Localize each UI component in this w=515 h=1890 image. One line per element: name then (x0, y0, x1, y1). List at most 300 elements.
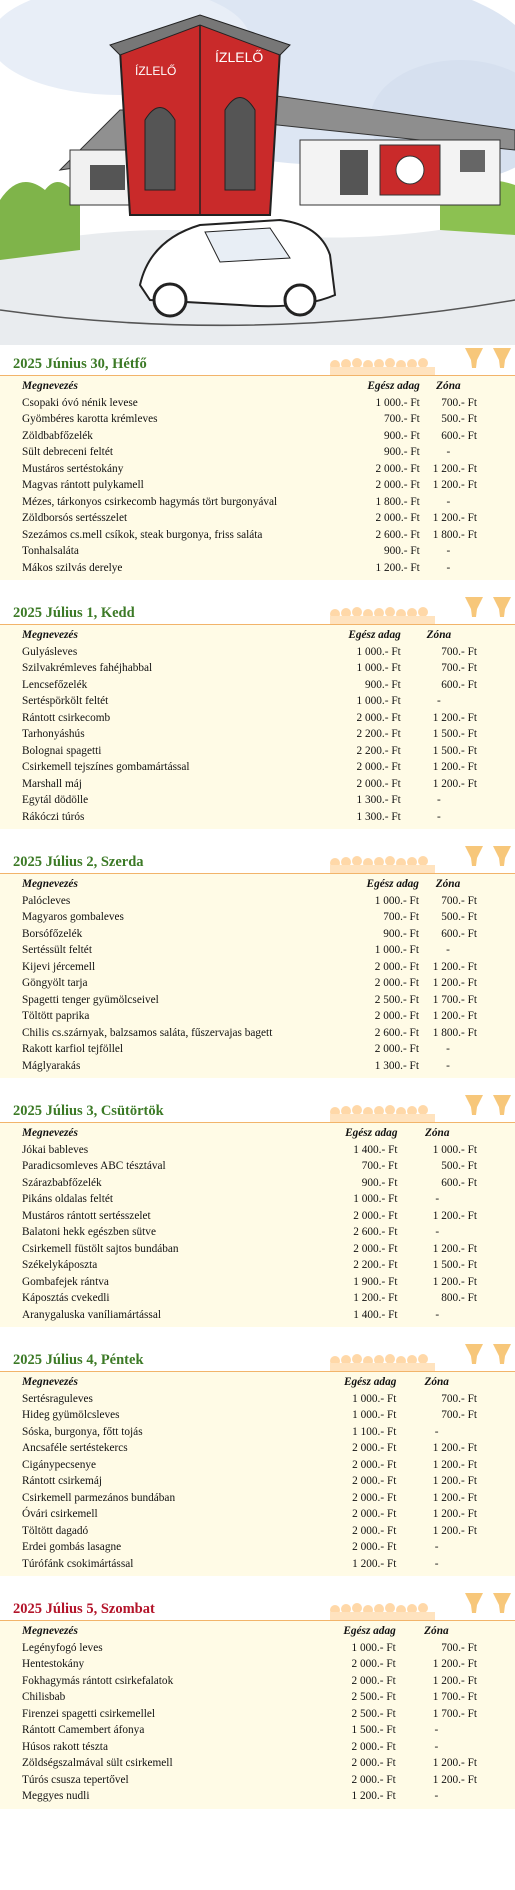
dish-price: 1 000.- Ft (356, 645, 401, 658)
dish-price: 2 500.- Ft (351, 1707, 396, 1720)
menu-row (22, 743, 477, 760)
dish-price: 900.- Ft (364, 678, 401, 691)
dish-name: Hideg gyümölcsleves (22, 1409, 120, 1421)
dish-zone-price: - (435, 1308, 440, 1321)
dish-price: 2 000.- Ft (375, 479, 420, 491)
menu-row (22, 1440, 477, 1457)
menu-body (0, 1621, 515, 1809)
menu-table (22, 627, 477, 825)
dish-zone-price: 1 200.- Ft (432, 1674, 477, 1687)
menu-row (22, 477, 477, 494)
dish-price: 1 000.- Ft (353, 1193, 398, 1205)
dish-zone-price: 700.- Ft (441, 1641, 477, 1654)
dish-price: 2 600.- Ft (353, 1226, 398, 1238)
menu-body (0, 376, 515, 580)
dish-price: 900.- Ft (383, 927, 419, 940)
dish-price: 1 100.- Ft (352, 1425, 397, 1438)
menu-header-row (22, 378, 477, 395)
dish-name: Borsófőzelék (22, 927, 83, 940)
dish-name: Magyaros gombaleves (22, 911, 124, 923)
menu-row (22, 494, 477, 511)
menu-row (22, 660, 477, 677)
dish-price: 2 000.- Ft (351, 1674, 396, 1687)
dish-zone-price: 1 200.- Ft (432, 1442, 477, 1454)
menu-row (22, 1490, 477, 1507)
dish-name: Rakott karfiol tejföllel (22, 1043, 124, 1055)
menu-body (0, 1123, 515, 1327)
dish-name: Szilvakrémleves fahéjhabbal (22, 662, 153, 674)
dish-zone-price: - (434, 1740, 439, 1753)
dish-zone-price: 700.- Ft (441, 894, 477, 907)
dish-zone-price: - (437, 810, 441, 823)
menu-row (22, 1257, 477, 1274)
menu-row (22, 759, 477, 776)
day-title: 2025 Július 5, Szombat (13, 1601, 155, 1617)
day-menu (0, 1092, 515, 1341)
dish-zone-price: 1 200.- Ft (432, 960, 477, 973)
dish-name: Túrós csusza tepertővel (22, 1773, 129, 1786)
dish-price: 2 000.- Ft (356, 711, 401, 724)
dish-zone-price: 700.- Ft (441, 1392, 477, 1405)
dish-name: Chilisbab (22, 1691, 66, 1703)
dish-price: 1 300.- Ft (356, 794, 401, 806)
dish-name: Cigánypecsenye (22, 1458, 97, 1471)
dish-zone-price: - (434, 1790, 439, 1802)
dish-name: Balatoni hekk egészben sütve (22, 1226, 156, 1238)
dish-price: 2 000.- Ft (356, 761, 401, 773)
dish-zone-price: 500.- Ft (441, 413, 477, 425)
dish-name: Paradicsomleves ABC tésztával (22, 1160, 166, 1172)
dish-price: 2 000.- Ft (351, 1740, 396, 1753)
dish-price: 2 500.- Ft (351, 1691, 396, 1703)
menu-row (22, 461, 477, 478)
dish-name: Marshall máj (22, 777, 82, 790)
menu-row (22, 1755, 477, 1772)
dish-name: Mákos szilvás derelye (22, 561, 123, 574)
dish-price: 2 000.- Ft (352, 1541, 397, 1553)
dish-name: Spagetti tenger gyümölcseivel (22, 993, 159, 1006)
menu-row (22, 710, 477, 727)
sign-left: ÍZLELŐ (135, 64, 177, 78)
dish-zone-price: 1 200.- Ft (432, 1275, 477, 1288)
menu-row (22, 1025, 477, 1042)
dish-price: 1 400.- Ft (353, 1143, 398, 1156)
menu-row (22, 1208, 477, 1225)
menu-row (22, 1307, 477, 1324)
menu-table (22, 1623, 477, 1805)
dish-zone-price: - (446, 1043, 450, 1055)
dish-name: Töltött paprika (22, 1010, 90, 1022)
menu-row (22, 1142, 477, 1159)
dish-name: Zöldborsós sertésszelet (22, 512, 128, 524)
dish-price: 700.- Ft (383, 911, 419, 923)
dish-name: Hentestokány (22, 1658, 85, 1670)
dish-price: 1 000.- Ft (356, 662, 401, 674)
decorative-cups-icon (315, 843, 515, 873)
dish-name: Mustáros rántott sertésszelet (22, 1209, 151, 1222)
menu-row (22, 942, 477, 959)
day-header (0, 345, 515, 376)
dish-price: 2 000.- Ft (351, 1658, 396, 1670)
menu-header-row (22, 627, 477, 644)
menu-header-row (22, 1125, 477, 1142)
day-header (0, 1341, 515, 1372)
dish-name: Zöldségszalmával sült csirkemell (22, 1757, 173, 1769)
menu-row (22, 1041, 477, 1058)
dish-name: Egytál dödölle (22, 794, 89, 806)
dish-price: 2 600.- Ft (374, 1026, 419, 1039)
dish-price: 1 200.- Ft (352, 1557, 397, 1570)
menu-header-row (22, 1374, 477, 1391)
dish-name: Csirkemell füstölt sajtos bundában (22, 1242, 179, 1255)
dish-price: 2 000.- Ft (375, 512, 420, 524)
menu-row (22, 1772, 477, 1789)
menu-row (22, 1191, 477, 1208)
day-title: 2025 Július 1, Kedd (13, 605, 135, 621)
dish-price: 2 000.- Ft (352, 1458, 397, 1471)
dish-zone-price: 500.- Ft (441, 911, 477, 923)
dish-zone-price: - (446, 561, 451, 574)
dish-zone-price: - (446, 545, 451, 557)
dish-price: 2 200.- Ft (356, 728, 401, 740)
dish-name: Zöldbabfőzelék (22, 429, 93, 442)
dish-price: 1 300.- Ft (356, 810, 401, 823)
dish-name: Tarhonyáshús (22, 728, 85, 740)
column-header-price: Egész adag (348, 629, 401, 641)
dish-price: 2 000.- Ft (352, 1491, 397, 1504)
dish-zone-price: 1 200.- Ft (432, 1491, 477, 1504)
menu-row (22, 1058, 477, 1075)
menu-row (22, 926, 477, 943)
dish-price: 2 500.- Ft (374, 993, 419, 1006)
day-title: 2025 Július 2, Szerda (13, 854, 144, 870)
menu-row (22, 992, 477, 1009)
dish-zone-price: 1 200.- Ft (432, 479, 477, 491)
dish-price: 1 000.- Ft (356, 695, 401, 707)
dish-name: Sóska, burgonya, főtt tojás (22, 1425, 143, 1438)
dish-price: 1 000.- Ft (375, 396, 420, 409)
menu-row (22, 444, 477, 461)
dish-name: Ancsaféle sertéstekercs (22, 1442, 128, 1454)
dish-price: 1 300.- Ft (374, 1059, 419, 1072)
dish-name: Káposztás cvekedli (22, 1292, 110, 1304)
dish-zone-price: - (434, 1557, 439, 1570)
dish-zone-price: 1 200.- Ft (432, 1524, 477, 1537)
column-header-name: Megnevezés (22, 878, 78, 890)
menu-row (22, 693, 477, 710)
dish-name: Tonhalsaláta (22, 545, 79, 557)
dish-name: Sertésraguleves (22, 1392, 93, 1405)
dish-price: 2 200.- Ft (356, 744, 401, 757)
dish-name: Magvas rántott pulykamell (22, 479, 144, 491)
column-header-name: Megnevezés (22, 1376, 78, 1388)
dish-price: 2 000.- Ft (352, 1475, 397, 1487)
menu-row (22, 1407, 477, 1424)
column-header-name: Megnevezés (22, 1625, 78, 1637)
menu-row (22, 1008, 477, 1025)
dish-name: Palócleves (22, 894, 71, 907)
dish-name: Erdei gombás lasagne (22, 1541, 122, 1553)
day-title: 2025 Június 30, Hétfő (13, 356, 147, 372)
dish-zone-price: 1 200.- Ft (432, 977, 477, 989)
dish-zone-price: - (437, 695, 441, 707)
dish-name: Csopaki óvó nénik levese (22, 396, 138, 409)
dish-zone-price: 1 200.- Ft (432, 1475, 477, 1487)
dish-zone-price: - (434, 1425, 439, 1438)
dish-zone-price: 1 700.- Ft (432, 993, 477, 1006)
dish-price: 2 600.- Ft (375, 528, 420, 541)
menu-row (22, 1457, 477, 1474)
dish-zone-price: - (446, 944, 450, 956)
day-header (0, 1590, 515, 1621)
dish-name: Gulyásleves (22, 645, 78, 658)
menu-header-row (22, 876, 477, 893)
day-title: 2025 Július 3, Csütörtök (13, 1103, 164, 1119)
day-header (0, 594, 515, 625)
dish-price: 2 000.- Ft (374, 960, 419, 973)
dish-zone-price: 1 200.- Ft (432, 1508, 477, 1520)
dish-zone-price: - (446, 1059, 450, 1072)
dish-name: Rákóczi túrós (22, 810, 85, 823)
dish-zone-price: 700.- Ft (441, 662, 477, 674)
dish-price: 2 000.- Ft (356, 777, 401, 790)
dish-price: 1 400.- Ft (353, 1308, 398, 1321)
column-header-price: Egész adag (367, 380, 420, 392)
menu-row (22, 1539, 477, 1556)
menu-row (22, 893, 477, 910)
column-header-name: Megnevezés (22, 1127, 78, 1139)
dish-price: 1 000.- Ft (351, 1641, 396, 1654)
column-header-name: Megnevezés (22, 380, 78, 392)
menu-row (22, 510, 477, 527)
menu-row (22, 1473, 477, 1490)
dish-zone-price: 1 200.- Ft (432, 1658, 477, 1670)
dish-name: Csirkemell tejszínes gombamártással (22, 761, 190, 773)
dish-zone-price: 1 500.- Ft (432, 1259, 477, 1271)
dish-zone-price: 1 200.- Ft (432, 1010, 477, 1022)
dish-price: 700.- Ft (383, 413, 420, 425)
column-header-zone: Zóna (425, 1127, 450, 1139)
dish-name: Gombafejek rántva (22, 1275, 109, 1288)
column-header-price: Egész adag (366, 878, 419, 890)
dish-zone-price: 600.- Ft (441, 927, 477, 940)
dish-zone-price: 1 200.- Ft (432, 761, 477, 773)
menu-row (22, 527, 477, 544)
dish-name: Máglyarakás (22, 1059, 81, 1072)
dish-name: Rántott Camembert áfonya (22, 1724, 145, 1736)
menu-table (22, 1374, 477, 1572)
menu-row (22, 560, 477, 577)
menu-row (22, 1739, 477, 1756)
dish-price: 2 000.- Ft (351, 1773, 396, 1786)
dish-name: Pikáns oldalas feltét (22, 1193, 113, 1205)
dish-zone-price: 1 500.- Ft (432, 728, 477, 740)
dish-name: Szárazbabfőzelék (22, 1176, 102, 1189)
day-header (0, 843, 515, 874)
column-header-price: Egész adag (343, 1625, 396, 1637)
menu-row (22, 1175, 477, 1192)
menu-row (22, 975, 477, 992)
dish-price: 2 000.- Ft (374, 1043, 419, 1055)
menu-row (22, 1689, 477, 1706)
dish-zone-price: 1 200.- Ft (432, 777, 477, 790)
menu-row (22, 543, 477, 560)
dish-name: Sült debreceni feltét (22, 446, 113, 458)
day-menu (0, 1590, 515, 1809)
menu-row (22, 1788, 477, 1805)
dish-name: Aranygaluska vaníliamártással (22, 1308, 161, 1321)
dish-price: 1 500.- Ft (351, 1724, 396, 1736)
dish-price: 1 200.- Ft (351, 1790, 396, 1802)
dish-name: Sertéspörkölt feltét (22, 695, 109, 707)
dish-name: Rántott csirkecomb (22, 711, 111, 724)
column-header-zone: Zóna (426, 629, 452, 641)
menu-row (22, 1158, 477, 1175)
day-header (0, 1092, 515, 1123)
dish-zone-price: 1 200.- Ft (432, 1458, 477, 1471)
column-header-price: Egész adag (345, 1127, 398, 1139)
dish-zone-price: 1 200.- Ft (432, 711, 477, 724)
menu-row (22, 1424, 477, 1441)
menu-row (22, 776, 477, 793)
column-header-name: Megnevezés (22, 629, 78, 641)
dish-price: 1 000.- Ft (374, 944, 419, 956)
menu-row (22, 1391, 477, 1408)
dish-name: Túrófánk csokimártással (22, 1557, 134, 1570)
dish-zone-price: - (434, 1724, 439, 1736)
menu-body (0, 625, 515, 829)
decorative-cups-icon (315, 345, 515, 375)
day-menu (0, 843, 515, 1092)
menu-table (22, 1125, 477, 1323)
menu-row (22, 1241, 477, 1258)
dish-zone-price: 1 800.- Ft (432, 1026, 477, 1039)
dish-price: 1 200.- Ft (353, 1292, 398, 1304)
dish-name: Mézes, tárkonyos csirkecomb hagymás tört burgonyával (22, 495, 278, 508)
sign-right: ÍZLELŐ (215, 49, 264, 65)
dish-price: 2 000.- Ft (353, 1242, 398, 1255)
dish-zone-price: - (446, 446, 451, 458)
column-header-zone: Zóna (424, 1625, 449, 1637)
dish-price: 1 900.- Ft (353, 1275, 398, 1288)
dish-zone-price: 700.- Ft (441, 1409, 477, 1421)
dish-price: 2 000.- Ft (352, 1508, 397, 1520)
dish-zone-price: 1 200.- Ft (432, 1242, 477, 1255)
menu-row (22, 1274, 477, 1291)
dish-name: Göngyölt tarja (22, 977, 88, 989)
dish-price: 2 000.- Ft (352, 1524, 397, 1537)
decorative-cups-icon (315, 1092, 515, 1122)
dish-price: 2 000.- Ft (351, 1757, 396, 1769)
menu-row (22, 411, 477, 428)
dish-price: 2 000.- Ft (353, 1209, 398, 1222)
dish-zone-price: 1 200.- Ft (432, 1209, 477, 1222)
dish-zone-price: 500.- Ft (441, 1160, 477, 1172)
menu-row (22, 1224, 477, 1241)
menu-row (22, 1722, 477, 1739)
dish-zone-price: 1 200.- Ft (432, 1757, 477, 1769)
dish-zone-price: 1 500.- Ft (432, 744, 477, 757)
dish-name: Legényfogó leves (22, 1641, 103, 1654)
dish-name: Szezámos cs.mell csíkok, steak burgonya, friss saláta (22, 528, 263, 541)
menu-row (22, 1706, 477, 1723)
menu-row (22, 909, 477, 926)
dish-zone-price: 1 000.- Ft (432, 1143, 477, 1156)
dish-name: Meggyes nudli (22, 1790, 90, 1802)
menu-row (22, 792, 477, 809)
dish-zone-price: 1 700.- Ft (432, 1707, 477, 1720)
dish-price: 2 000.- Ft (374, 1010, 419, 1022)
dish-price: 2 000.- Ft (352, 1442, 397, 1454)
dish-zone-price: - (437, 794, 441, 806)
dish-zone-price: - (446, 495, 451, 508)
dish-zone-price: 700.- Ft (441, 396, 477, 409)
column-header-zone: Zóna (424, 1376, 449, 1388)
decorative-cups-icon (315, 1590, 515, 1620)
menu-row (22, 1506, 477, 1523)
menu-row (22, 1290, 477, 1307)
dish-name: Lencsefőzelék (22, 678, 88, 691)
dish-price: 1 200.- Ft (375, 561, 420, 574)
restaurant-illustration (0, 0, 515, 345)
menu-body (0, 1372, 515, 1576)
menu-row (22, 644, 477, 661)
menu-row (22, 1523, 477, 1540)
column-header-zone: Zóna (436, 380, 461, 392)
menu-body (0, 874, 515, 1078)
menu-row (22, 726, 477, 743)
dish-zone-price: 700.- Ft (441, 645, 477, 658)
dish-name: Jókai bableves (22, 1143, 89, 1156)
dish-name: Chilis cs.szárnyak, balzsamos saláta, fűszervajas bagett (22, 1026, 273, 1039)
dish-zone-price: 600.- Ft (441, 429, 477, 442)
dish-price: 2 000.- Ft (375, 462, 420, 475)
dish-zone-price: - (435, 1193, 440, 1205)
dish-zone-price: 1 700.- Ft (432, 1691, 477, 1703)
dish-name: Húsos rakott tészta (22, 1740, 108, 1753)
dish-zone-price: 1 200.- Ft (432, 1773, 477, 1786)
dish-price: 900.- Ft (361, 1176, 398, 1189)
menu-table (22, 378, 477, 576)
dish-zone-price: 1 800.- Ft (432, 528, 477, 541)
dish-price: 2 200.- Ft (353, 1259, 398, 1271)
dish-zone-price: 600.- Ft (441, 1176, 477, 1189)
dish-price: 1 000.- Ft (352, 1392, 397, 1405)
menu-row (22, 1640, 477, 1657)
dish-price: 1 000.- Ft (374, 894, 419, 907)
dish-name: Sertéssült feltét (22, 944, 92, 956)
menu-header-row (22, 1623, 477, 1640)
dish-name: Kijevi jércemell (22, 960, 96, 973)
dish-name: Székelykáposzta (22, 1259, 98, 1271)
day-menu (0, 1341, 515, 1590)
dish-price: 900.- Ft (383, 446, 420, 458)
dish-price: 1 800.- Ft (375, 495, 420, 508)
day-menu (0, 345, 515, 594)
menu-row (22, 395, 477, 412)
dish-name: Bolognai spagetti (22, 744, 102, 757)
dish-name: Csirkemell parmezános bundában (22, 1491, 176, 1504)
dish-name: Mustáros sertéstokány (22, 462, 124, 475)
dish-zone-price: 1 200.- Ft (432, 462, 477, 475)
dish-price: 900.- Ft (383, 545, 420, 557)
dish-price: 900.- Ft (383, 429, 420, 442)
menu-row (22, 1656, 477, 1673)
dish-name: Gyömbéres karotta krémleves (22, 413, 158, 425)
dish-price: 2 000.- Ft (374, 977, 419, 989)
menu-row (22, 959, 477, 976)
menu-row (22, 809, 477, 826)
